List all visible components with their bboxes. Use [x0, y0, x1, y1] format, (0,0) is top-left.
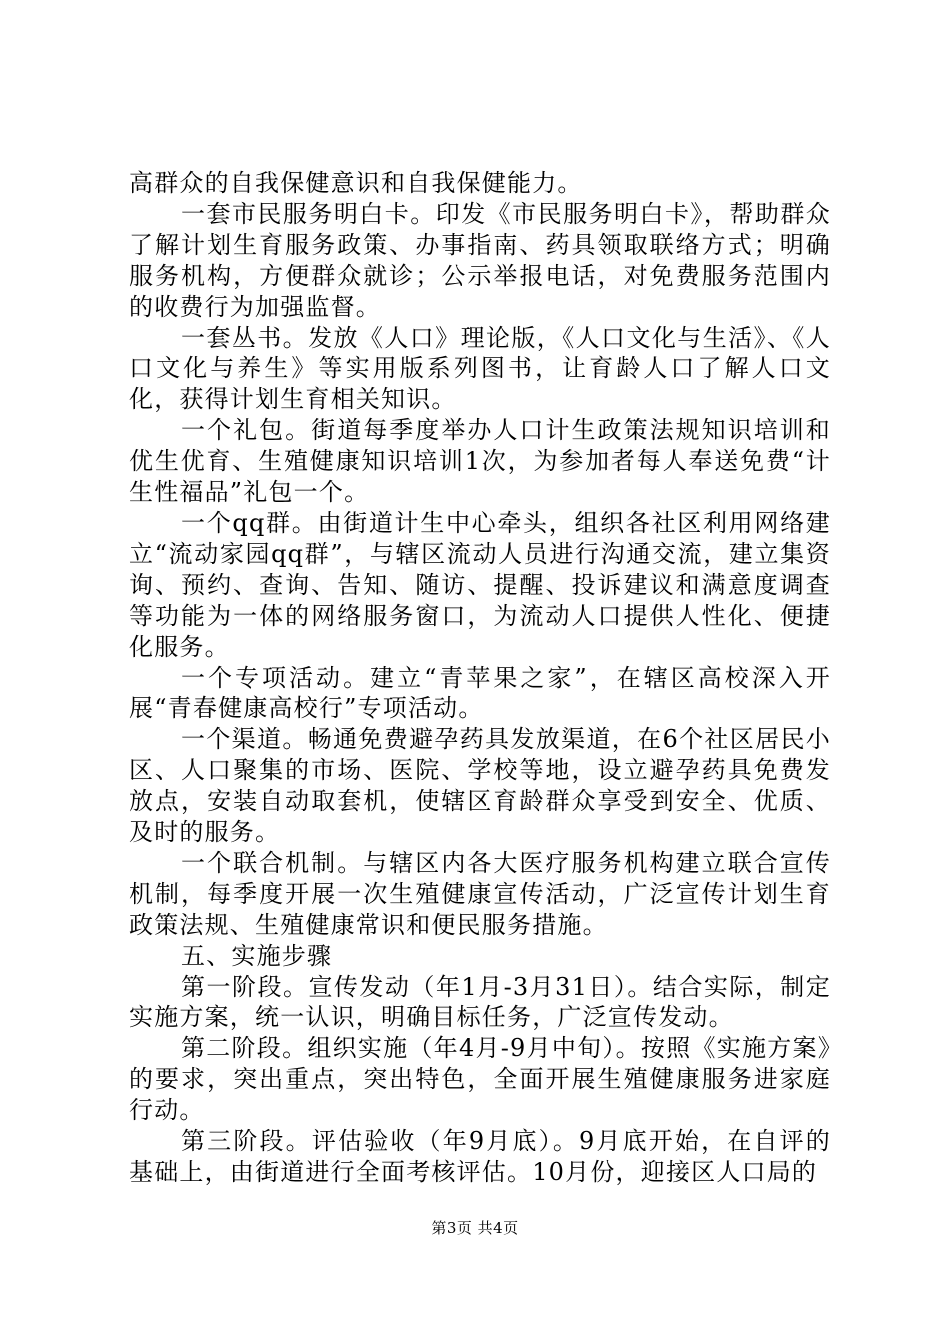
paragraph: 五、实施步骤: [181, 941, 333, 970]
paragraph: 第三阶段。评估验收（年9月底）。9月底开始，在自评的基础上，由街道进行全面考核评估。10月份，迎接区人口局的: [129, 1127, 831, 1186]
paragraph: 一个专项活动。建立“青苹果之家”，在辖区高校深入开展“青春健康高校行”专项活动。: [129, 663, 831, 723]
paragraph: 一个渠道。畅通免费避孕药具发放渠道，在6个社区居民小区、人口聚集的市场、医院、学校等地，设立避孕药具免费发放点，安装自动取套机，使辖区育龄群众享受到安全、优质、及时的服务。: [129, 725, 831, 847]
paragraph: 一个联合机制。与辖区内各大医疗服务机构建立联合宣传机制，每季度开展一次生殖健康宣传活动，广泛宣传计划生育政策法规、生殖健康常识和便民服务措施。: [129, 848, 831, 939]
paragraph: 一个礼包。街道每季度举办人口计生政策法规知识培训和优生优育、生殖健康知识培训1次，为参加者每人奉送免费“计生性福品”礼包一个。: [129, 416, 831, 507]
page-footer: 第3页 共4页: [431, 1219, 519, 1237]
paragraph: 一套丛书。发放《人口》理论版，《人口文化与生活》、《人口文化与养生》等实用版系列图书，让育龄人口了解人口文化，获得计划生育相关知识。: [129, 323, 831, 414]
paragraph: 一套市民服务明白卡。印发《市民服务明白卡》，帮助群众了解计划生育服务政策、办事指南、药具领取联络方式；明确服务机构，方便群众就诊；公示举报电话，对免费服务范围内的收费行为加强监督。: [129, 199, 831, 321]
paragraph: 高群众的自我保健意识和自我保健能力。: [129, 169, 583, 197]
paragraph: 一个qq群。由街道计生中心牵头，组织各社区利用网络建立“流动家园qq群”，与辖区流动人员进行沟通交流，建立集资询、预约、查询、告知、随访、提醒、投诉建议和满意度调查等功能为一体的网络服务窗口，为流动人口提供人性化、便捷化服务。: [129, 508, 831, 661]
paragraph: 第二阶段。组织实施（年4月-9月中旬）。按照《实施方案》的要求，突出重点，突出特色，全面开展生殖健康服务进家庭行动。: [129, 1034, 831, 1125]
document-body: [129, 168, 831, 1188]
paragraph: 第一阶段。宣传发动（年1月-3月31日）。结合实际，制定实施方案，统一认识，明确目标任务，广泛宣传发动。: [129, 972, 831, 1032]
